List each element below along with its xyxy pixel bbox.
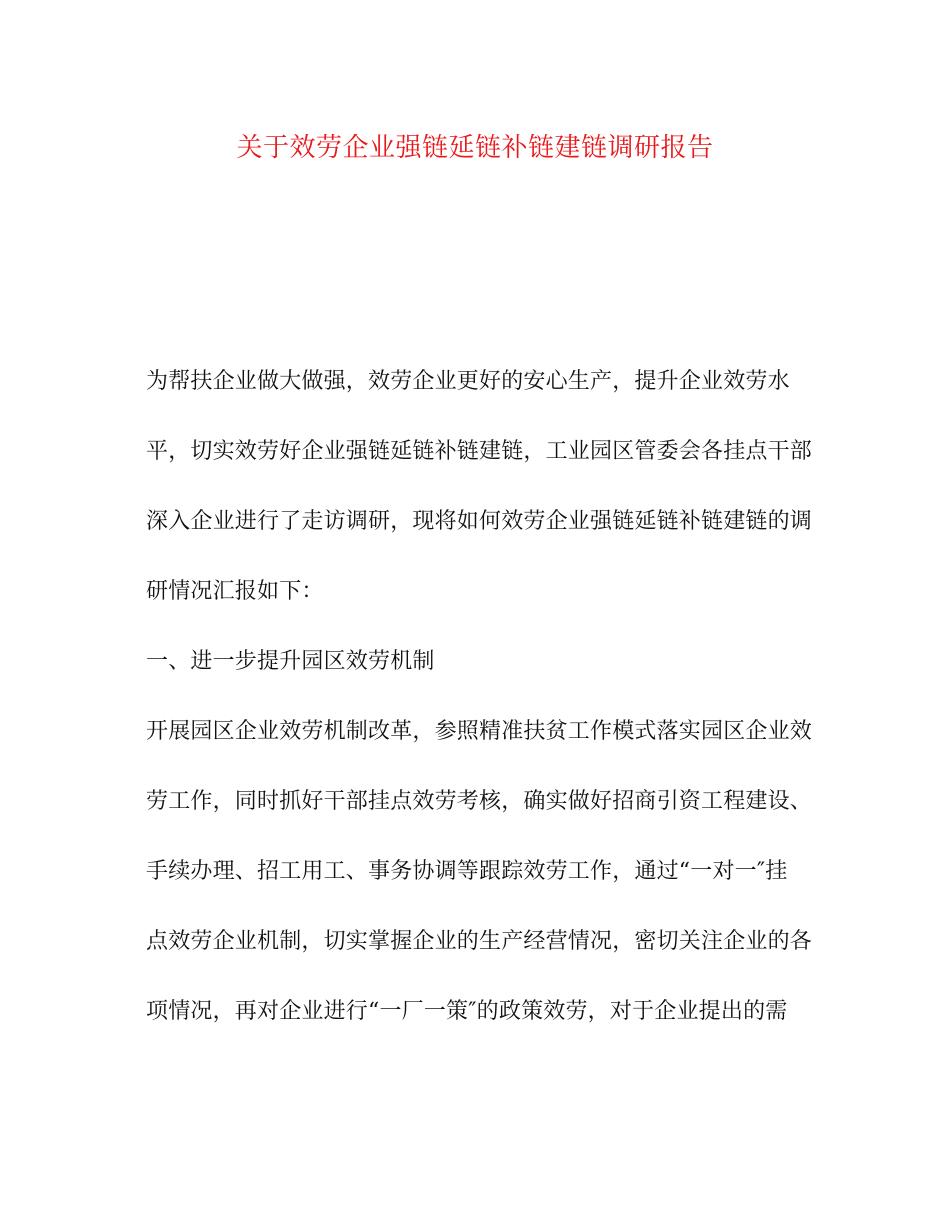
body-line: 手续办理、招工用工、事务协调等跟踪效劳工作，通过“一对一″挂 xyxy=(146,859,788,884)
body-line: 劳工作，同时抓好干部挂点效劳考核，确实做好招商引资工程建设、 xyxy=(146,789,813,814)
body-line: 点效劳企业机制，切实掌握企业的生产经营情况，密切关注企业的各 xyxy=(146,929,813,954)
section-heading: 一、进一步提升园区效劳机制 xyxy=(146,649,435,674)
body-line: 深入企业进行了走访调研，现将如何效劳企业强链延链补链建链的调 xyxy=(146,509,813,534)
body-line: 项情况，再对企业进行“一厂一策″的政策效劳，对于企业提出的需 xyxy=(146,999,788,1024)
body-line: 开展园区企业效劳机制改革，参照精准扶贫工作模式落实园区企业效 xyxy=(146,719,813,744)
document-title: 关于效劳企业强链延链补链建链调研报告 xyxy=(236,133,714,163)
body-line: 为帮扶企业做大做强，效劳企业更好的安心生产，提升企业效劳水 xyxy=(146,369,790,394)
body-line: 平，切实效劳好企业强链延链补链建链，工业园区管委会各挂点干部 xyxy=(146,439,813,464)
body-line: 研情况汇报如下： xyxy=(146,579,324,604)
document-body xyxy=(146,364,813,1064)
